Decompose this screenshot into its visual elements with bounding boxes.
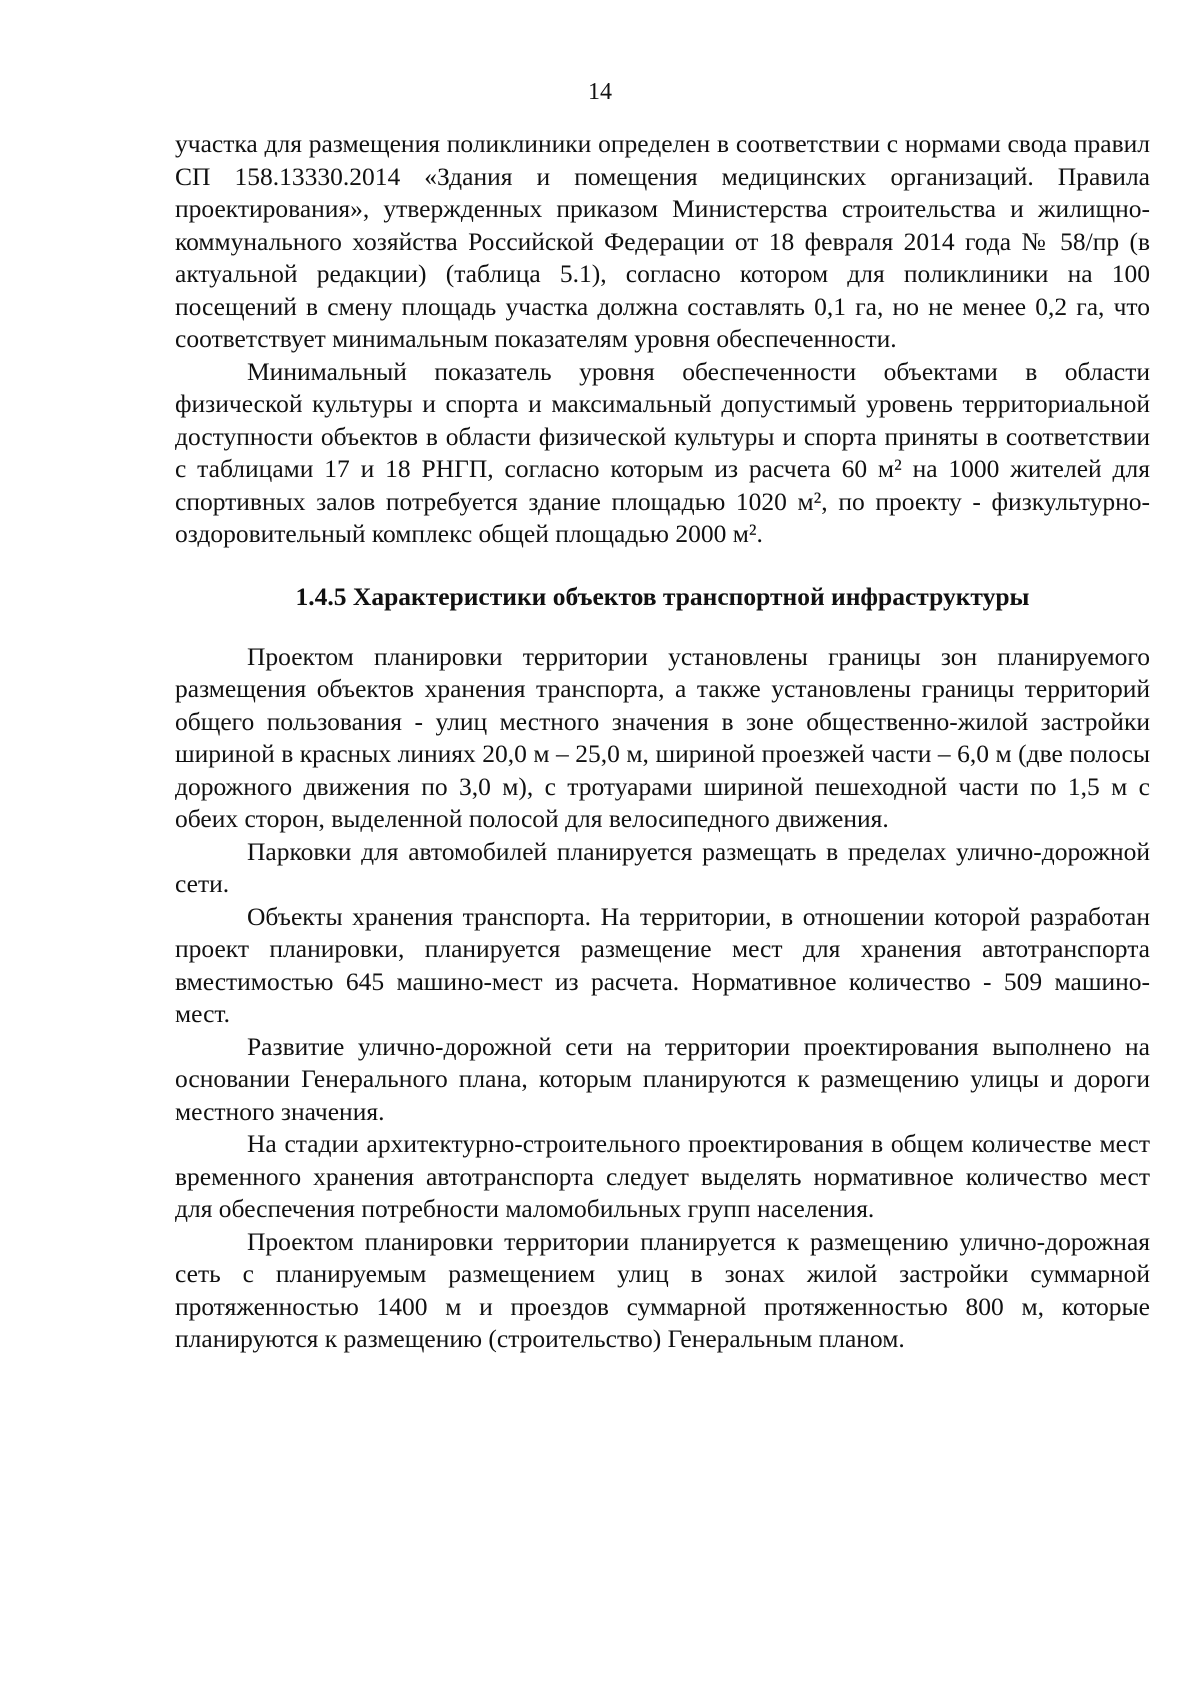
document-body	[175, 128, 1150, 1356]
paragraph-low-mobility-parking: На стадии архитектурно-строительного проектирования в общем количестве мест временного хранения автотранспорта следует выделять нормативное количество мест для обеспечения потребности маломобильных групп населения.	[175, 1129, 1150, 1223]
section-heading-transport: 1.4.5 Характеристики объектов транспортной инфраструктуры	[295, 581, 1030, 611]
paragraph-road-network-development: Развитие улично-дорожной сети на территории проектирования выполнено на основании Генерального плана, которым планируются к размещению улицы и дороги местного значения.	[175, 1031, 1150, 1126]
paragraph-policlinic-site: участка для размещения поликлиники определен в соответствии с нормами свода правил СП 158.13330.2014 «Здания и помещения медицинских организаций. Правила проектирования», утвержденных приказом Министерства строительства и жилищно-коммунального хозяйства Российской Федерации от 18 февраля 2014 года № 58/пр (в актуальной редакции) (таблица 5.1), согласно котором для поликлиники на 100 посещений в смену площадь участка должна составлять 0,1 га, но не менее 0,2 га, что соответствует минимальным показателям уровня обеспеченности.	[175, 129, 1150, 353]
paragraph-zone-boundaries: Проектом планировки территории установлены границы зон планируемого размещения объектов хранения транспорта, а также установлены границы территорий общего пользования - улиц местного значения в зоне общественно-жилой застройки шириной в красных линиях 20,0 м – 25,0 м, шириной проезжей части – 6,0 м (две полосы дорожного движения по 3,0 м), с тротуарами шириной пешеходной части по 1,5 м с обеих сторон, выделенной полосой для велосипедного движения.	[175, 641, 1150, 833]
page-number: 14	[588, 79, 612, 105]
paragraph-sports-facilities: Минимальный показатель уровня обеспеченности объектами в области физической культуры и спорта и максимальный допустимый уровень территориальной доступности объектов в области физической культуры и спорта приняты в соответствии с таблицами 17 и 18 РНГП, согласно которым из расчета 60 м² на 1000 жителей для спортивных залов потребуется здание площадью 1020 м², по проекту - физкультурно-оздоровительный комплекс общей площадью 2000 м².	[175, 356, 1150, 548]
paragraph-vehicle-storage: Объекты хранения транспорта. На территории, в отношении которой разработан проект планировки, планируется размещение мест для хранения автотранспорта вместимостью 645 машино-мест из расчета. Нормативное количество - 509 машино-мест.	[175, 901, 1150, 1028]
paragraph-street-network-length: Проектом планировки территории планируется к размещению улично-дорожная сеть с планируемым размещением улиц в зонах жилой застройки суммарной протяженностью 1400 м и проездов суммарной протяженностью 800 м, которые планируются к размещению (строительство) Генеральным планом.	[175, 1226, 1150, 1353]
paragraph-parking: Парковки для автомобилей планируется размещать в пределах улично-дорожной сети.	[175, 836, 1150, 898]
